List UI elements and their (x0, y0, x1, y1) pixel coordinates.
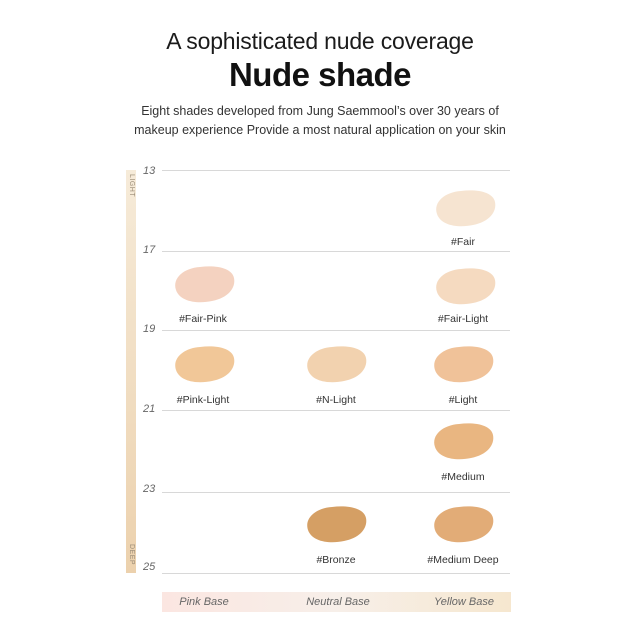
shade-label: #Light (448, 394, 478, 406)
tick-label: 19 (143, 323, 156, 335)
shade-label: #Medium Deep (427, 554, 499, 566)
shade-swatch-medium (429, 417, 495, 465)
tick-label: 13 (143, 165, 156, 177)
grid-line (162, 330, 510, 331)
base-label-neutral: Neutral Base (306, 596, 370, 608)
base-label-pink: Pink Base (179, 596, 229, 608)
tick-label: 21 (143, 403, 156, 415)
tone-scale-bar (126, 170, 136, 573)
shade-label: #Fair-Light (437, 313, 489, 325)
scale-deep-label: DEEP (128, 544, 135, 566)
scale-light-label: LIGHT (128, 174, 135, 198)
tick-label: 23 (143, 483, 156, 495)
description-line-1: Eight shades developed from Jung Saemmool’s over 30 years of (141, 104, 499, 118)
base-label-yellow: Yellow Base (434, 596, 494, 608)
grid-line (162, 492, 510, 493)
grid-line (162, 410, 510, 411)
shade-label: #Bronze (316, 554, 356, 566)
shade-label: #Fair-Pink (179, 313, 227, 325)
shade-swatch-fair-pink (170, 260, 236, 308)
shade-label: #Pink-Light (176, 394, 230, 406)
shade-label: #N-Light (316, 394, 356, 406)
shade-swatch-light (429, 340, 495, 388)
grid-line (162, 573, 510, 574)
tick-label: 25 (143, 561, 156, 573)
shade-swatch-fair-light (431, 262, 497, 310)
shade-swatch-n-light (302, 340, 368, 388)
tick-label: 17 (143, 244, 156, 256)
description-line-2: makeup experience Provide a most natural application on your skin (134, 123, 506, 137)
grid-line (162, 251, 510, 252)
shade-swatch-medium-deep (429, 500, 495, 548)
shade-label: #Fair (451, 236, 475, 248)
page-title: Nude shade (228, 56, 412, 93)
shade-swatch-fair (431, 184, 497, 232)
shade-label: #Medium (441, 471, 485, 483)
shade-swatch-bronze (302, 500, 368, 548)
grid-line (162, 170, 510, 171)
shade-swatch-pink-light (170, 340, 236, 388)
headline: A sophisticated nude coverage (166, 28, 474, 54)
